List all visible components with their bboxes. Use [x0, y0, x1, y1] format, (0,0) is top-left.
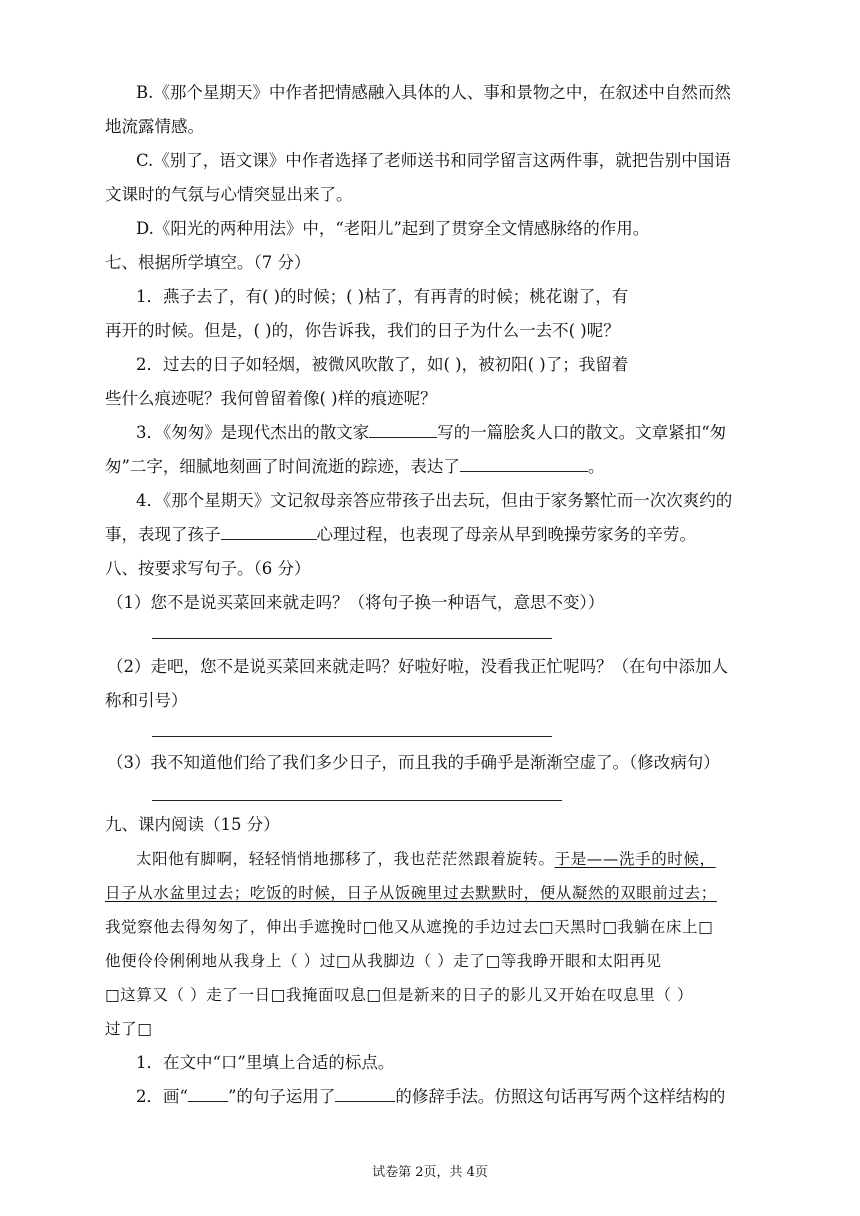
- s7-q4-line2: [105, 524, 696, 546]
- s8-answer-line1[interactable]: [152, 638, 552, 639]
- option-c-line1: C.《别了，语文课》中作者选择了老师送书和同学留言这两件事，就把告别中国语: [136, 151, 731, 170]
- s8-sentence3: （3）我不知道他们给了我们多少日子，而且我的手确乎是渐渐空虚了。（修改病句）: [107, 753, 720, 772]
- s7-q4-line1: 4．《那个星期天》文记叙母亲答应带孩子出去玩，但由于家务繁忙而一次次爽约的: [136, 491, 733, 510]
- option-c-line2: 文课时的气氛与心情突显出来了。: [105, 185, 353, 204]
- option-b-line2: 地流露情感。: [105, 117, 204, 136]
- s9-q1: 1．在文中“口”里填上合适的标点。: [136, 1053, 395, 1072]
- s9-q2-text-b: ”的句子运用了: [227, 1087, 336, 1106]
- option-b-line1: B.《那个星期天》中作者把情感融入具体的人、事和景物之中，在叙述中自然而然: [136, 83, 731, 102]
- s7-q2-line2: 些什么痕迹呢？我何曾留着像( )样的痕迹呢？: [105, 389, 437, 408]
- reading-line4: 他便伶伶俐俐地从我身上（ ）过□从我脚边（ ）走了□等我睁开眼和太阳再见: [105, 952, 662, 970]
- reading-line1-underlined: 于是——洗手的时候，: [554, 850, 716, 868]
- s8-sentence2-line2: 称和引号）: [105, 691, 188, 710]
- s7-q1-line2: 再开的时候。但是，( )的，你告诉我，我们的日子为什么一去不( )呢？: [105, 321, 620, 340]
- s8-sentence1: （1）您不是说买菜回来就走吗？（将句子换一种语气，意思不变））: [107, 593, 605, 612]
- s7-q3-blank1[interactable]: [369, 422, 437, 438]
- s7-q3-text-b: 写的一篇脍炙人口的散文。文章紧扣“匆: [437, 423, 727, 442]
- s7-q2-line1: 2．过去的日子如轻烟，被微风吹散了，如( )，被初阳( )了；我留着: [136, 355, 629, 374]
- s9-q2-underline-sample: [188, 1086, 228, 1102]
- s8-answer-line3[interactable]: [152, 800, 562, 801]
- section9-title: 九、课内阅读（15 分）: [105, 815, 280, 834]
- s7-q3-text-c: 匆”二字，细腻地刻画了时间流逝的踪迹，表达了: [105, 457, 460, 476]
- s7-q3-blank2[interactable]: [460, 456, 588, 472]
- s9-q2-text-c: 的修辞手法。仿照这句话再写两个这样结构的: [395, 1087, 726, 1106]
- s7-q3-text-a: 3．《匆匆》是现代杰出的散文家: [136, 423, 370, 442]
- s7-q4-text-b: 心理过程，也表现了母亲从早到晚操劳家务的辛劳。: [316, 525, 696, 544]
- reading-line1-text: 太阳他有脚啊，轻轻悄悄地挪移了，我也茫茫然跟着旋转。: [136, 850, 555, 868]
- reading-line2: 日子从水盆里过去；吃饭的时候，日子从饭碗里过去默默时，便从凝然的双眼前过去；: [105, 884, 717, 902]
- section7-title: 七、根据所学填空。（7 分）: [105, 253, 311, 272]
- s7-q4-blank[interactable]: [221, 524, 317, 540]
- s8-answer-line2[interactable]: [152, 736, 552, 737]
- s9-q2-text-a: 2．画“: [136, 1087, 188, 1106]
- reading-line5: □这算又（ ）走了一日□我掩面叹息□但是新来的日子的影儿又开始在叹息里（ ）: [105, 986, 694, 1004]
- s7-q3-text-d: 。: [587, 457, 605, 476]
- s8-sentence2-line1: （2）走吧，您不是说买菜回来就走吗？好啦好啦，没看我正忙呢吗？（在句中添加人: [107, 657, 728, 676]
- s7-q4-text-a: 事，表现了孩子: [105, 525, 221, 544]
- reading-line6: 过了□: [105, 1020, 153, 1038]
- s9-q2: [136, 1086, 725, 1108]
- s7-q3-line2: [105, 456, 604, 478]
- section8-title: 八、按要求写句子。（6 分）: [105, 559, 311, 578]
- s7-q1-line1: 1．燕子去了，有( )的时候；( )枯了，有再青的时候；桃花谢了，有: [136, 287, 629, 306]
- reading-line3: 我觉察他去得匆匆了，伸出手遮挽时□他又从遮挽的手边过去□天黑时□我躺在床上□: [105, 918, 714, 936]
- option-d: D.《阳光的两种用法》中，“老阳儿”起到了贯穿全文情感脉络的作用。: [136, 219, 650, 238]
- reading-line1: [136, 848, 716, 870]
- s7-q3-line1: [136, 422, 726, 444]
- page-footer: 试卷第 2页，共 4页: [372, 1165, 488, 1180]
- s9-q2-blank[interactable]: [335, 1086, 395, 1102]
